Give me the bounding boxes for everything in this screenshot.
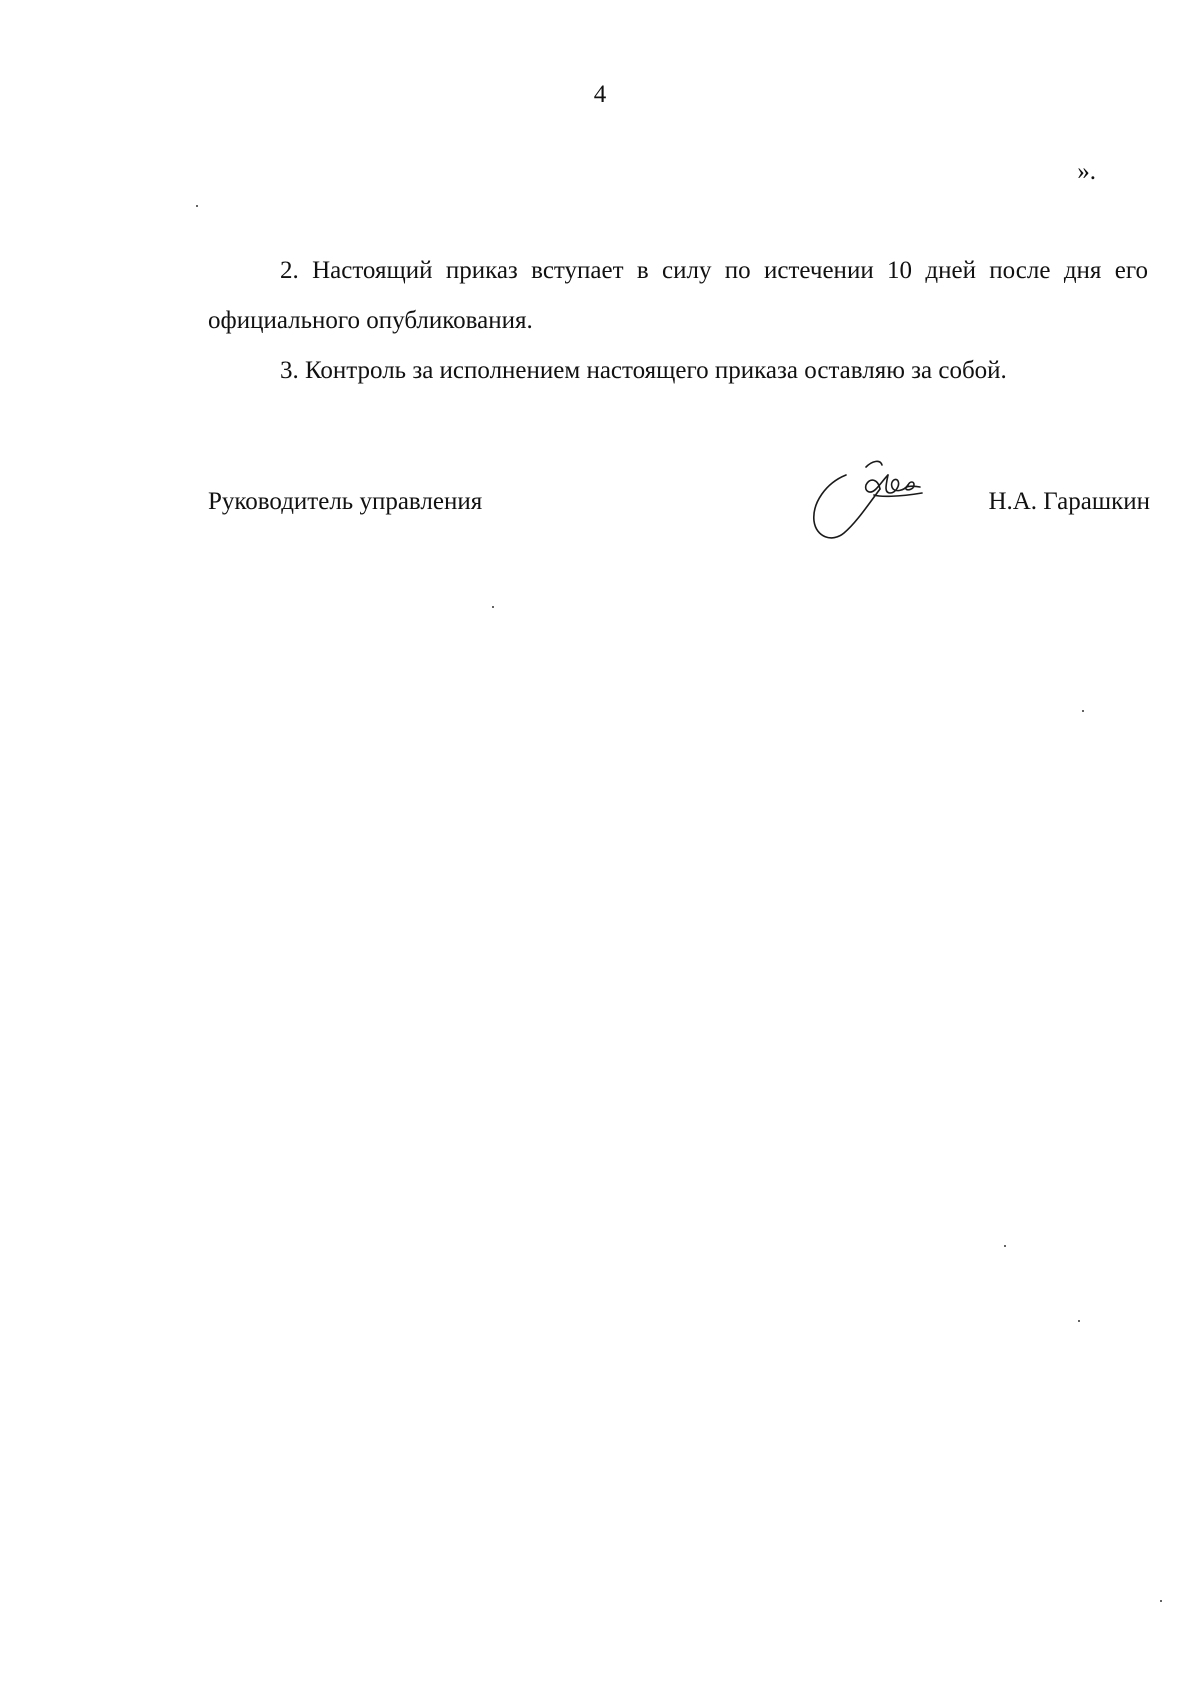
scan-speck — [1004, 1245, 1006, 1247]
scan-speck — [1082, 710, 1084, 712]
scan-speck — [196, 205, 198, 207]
scan-speck — [1160, 1600, 1162, 1602]
paragraph-control: 3. Контроль за исполнением настоящего приказа оставляю за собой. — [280, 357, 1007, 384]
handwritten-signature — [808, 455, 928, 545]
signature-block — [208, 486, 1150, 526]
document-body — [208, 246, 1148, 396]
page-number: 4 — [593, 81, 607, 108]
paragraph-effective-date: 2. Настоящий приказ вступает в силу по истечении 10 дней после дня его официального опубликования. — [208, 257, 1148, 334]
scan-speck — [1078, 1320, 1080, 1322]
closing-quote: ». — [1077, 158, 1096, 185]
scan-speck — [492, 606, 494, 608]
signatory-name: Н.А. Гарашкин — [988, 488, 1150, 515]
signatory-position: Руководитель управления — [208, 488, 483, 515]
